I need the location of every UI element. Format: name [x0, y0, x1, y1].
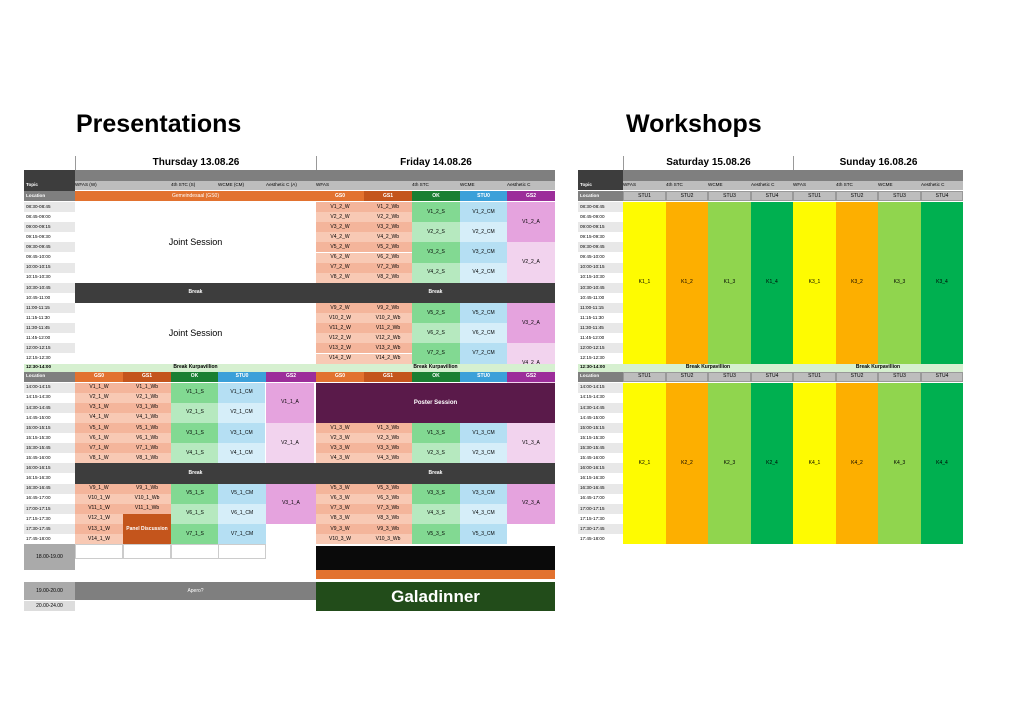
session-cell: V1_3_A: [507, 423, 555, 463]
session-cell: V10_1_Wb: [123, 494, 171, 504]
workshop-block: K2_2: [666, 383, 708, 545]
session-cell: V2_2_Wb: [364, 212, 412, 222]
lunch-time: 12:30-14:00: [24, 364, 75, 372]
time-label: 10:30-10:45: [24, 283, 75, 293]
session-cell: V7_2_Wb: [364, 263, 412, 273]
session-cell: V1_3_CM: [460, 423, 507, 443]
time-label: 17:30-17:45: [24, 524, 75, 534]
session-cell: V4_1_S: [171, 443, 219, 463]
session-cell: V7_3_W: [316, 504, 364, 514]
session-cell: V5_3_S: [412, 524, 460, 544]
session-cell: V2_1_W: [75, 393, 123, 403]
location-label: Location: [578, 191, 623, 201]
session-cell: V6_1_S: [171, 504, 219, 524]
session-cell: V3_3_W: [316, 443, 364, 453]
time-label: 11:15-11:30: [578, 313, 623, 323]
time-label: 14:00-14:15: [578, 383, 623, 393]
session-cell: V5_2_W: [316, 242, 364, 252]
session-cell: V2_3_Wb: [364, 433, 412, 443]
topic-label: Topic: [24, 181, 75, 190]
session-cell: V9_3_W: [316, 524, 364, 534]
session-cell: V5_1_S: [171, 484, 219, 504]
session-cell: V6_2_S: [412, 323, 460, 343]
time-label: 16:30-16:45: [578, 484, 623, 494]
session-cell: V2_1_A: [266, 423, 314, 463]
room-header: GS2: [266, 372, 316, 382]
session-cell: V5_2_Wb: [364, 242, 412, 252]
joint-session: Joint Session: [75, 303, 316, 364]
room-header: GS1: [364, 191, 412, 201]
session-cell: V12_2_Wb: [364, 333, 412, 343]
session-cell: V7_2_W: [316, 263, 364, 273]
session-cell: V10_2_W: [316, 313, 364, 323]
room-header: GS0: [316, 191, 364, 201]
session-cell: V14_1_W: [75, 534, 123, 544]
lunch-band: Break Kurpavillion: [623, 364, 793, 372]
day-header: Thursday 13.08.26: [75, 156, 316, 170]
session-cell: V4_2_CM: [460, 263, 507, 283]
topic-label: Topic: [578, 181, 623, 190]
session-cell: V2_2_W: [316, 212, 364, 222]
lunch-band: Break Kurpavillion: [316, 364, 555, 372]
lunch-band: Break Kurpavillion: [75, 364, 316, 372]
joint-session: Joint Session: [75, 202, 316, 283]
time-label: 11:30-11:45: [24, 323, 75, 333]
room-header: STU3: [708, 191, 751, 201]
time-label: 17:00-17:15: [24, 504, 75, 514]
time-label: 14:45-15:00: [578, 413, 623, 423]
room-header: STU3: [878, 191, 921, 201]
session-cell: V5_3_Wb: [364, 484, 412, 494]
room-header: STU1: [623, 372, 666, 382]
time-label: 12:15-12:30: [578, 354, 623, 364]
time-label: 09:30-09:45: [24, 242, 75, 252]
time-label: 10:45-11:00: [24, 293, 75, 303]
time-label: 12:00-12:15: [578, 343, 623, 353]
workshop-block: K2_1: [623, 383, 666, 545]
lunch-time: 12:30-14:00: [578, 364, 623, 372]
session-cell: V9_2_Wb: [364, 303, 412, 313]
time-label: 17:15-17:30: [578, 514, 623, 524]
topic-label: WCME: [878, 182, 893, 188]
break-band: Break: [316, 283, 555, 303]
workshop-block: K3_3: [878, 202, 921, 364]
session-cell: V5_1_CM: [218, 484, 266, 504]
time-label: 16:15-16:30: [578, 474, 623, 484]
session-cell: V9_1_W: [75, 484, 123, 494]
room-header: OK: [171, 372, 218, 382]
room-header: GS0: [75, 372, 123, 382]
session-cell: V2_1_S: [171, 403, 219, 423]
topic-label: 4th STC: [836, 182, 853, 188]
session-cell: V8_1_W: [75, 453, 123, 463]
session-cell: V5_2_CM: [460, 303, 507, 323]
session-cell: V4_3_W: [316, 453, 364, 463]
time-label: 19.00-20.00: [24, 582, 75, 600]
session-cell: V1_2_A: [507, 202, 555, 242]
topic-label: WCME (CM): [218, 182, 245, 188]
time-label: 15:15-15:30: [578, 433, 623, 443]
session-cell: V2_3_A: [507, 484, 555, 524]
session-cell: V11_2_Wb: [364, 323, 412, 333]
time-label: 17:00-17:15: [578, 504, 623, 514]
time-label: 15:30-15:45: [578, 443, 623, 453]
break-band: Break: [75, 463, 316, 483]
header-band: [623, 170, 963, 181]
session-cell: V3_2_A: [507, 303, 555, 343]
time-label: 16:45-17:00: [24, 494, 75, 504]
session-cell: V1_2_Wb: [364, 202, 412, 212]
room-header: STU4: [751, 372, 793, 382]
time-label: 09:00-09:15: [578, 222, 623, 232]
session-cell: V6_1_Wb: [123, 433, 171, 443]
session-cell: V12_1_W: [75, 514, 123, 524]
session-cell: V8_3_Wb: [364, 514, 412, 524]
time-label: 11:00-11:15: [24, 303, 75, 313]
day-header: Friday 14.08.26: [316, 156, 555, 170]
session-cell: V7_3_Wb: [364, 504, 412, 514]
session-cell: V11_2_W: [316, 323, 364, 333]
topic-label: 4th STC (S): [171, 182, 196, 188]
workshop-block: K4_4: [921, 383, 963, 545]
room-header: STU0: [460, 372, 507, 382]
session-cell: V3_1_W: [75, 403, 123, 413]
session-cell: V9_3_Wb: [364, 524, 412, 534]
session-cell: V2_3_CM: [460, 443, 507, 463]
room-header: GS2: [507, 372, 555, 382]
session-cell: V3_2_CM: [460, 242, 507, 262]
time-label: 15:00-15:15: [578, 423, 623, 433]
room-header: GS2: [507, 191, 555, 201]
time-label: 14:15-14:30: [578, 393, 623, 403]
time-label: 10:00-10:15: [24, 263, 75, 273]
time-label: 15:15-15:30: [24, 433, 75, 443]
topic-label: WFAS (W): [75, 182, 97, 188]
session-cell: V3_3_S: [412, 484, 460, 504]
topic-label: 4th STC: [666, 182, 683, 188]
time-label: 11:15-11:30: [24, 313, 75, 323]
session-cell: V10_3_Wb: [364, 534, 412, 544]
time-label: 16:45-17:00: [578, 494, 623, 504]
session-cell: V6_2_Wb: [364, 253, 412, 263]
room-header: OK: [412, 191, 460, 201]
time-label: 14:30-14:45: [578, 403, 623, 413]
session-cell: V1_3_W: [316, 423, 364, 433]
evening-band: [316, 570, 555, 579]
session-cell: V6_3_W: [316, 494, 364, 504]
session-cell: V1_1_Wb: [123, 383, 171, 393]
break-band: Break: [316, 463, 555, 483]
topic-label: Aesthetic C: [507, 182, 531, 188]
time-label: 15:45-16:00: [578, 453, 623, 463]
room-header: STU0: [218, 372, 266, 382]
session-cell: V1_1_CM: [218, 383, 265, 403]
session-cell: V4_3_S: [412, 504, 460, 524]
room-header: Gemeindesaal (GS0): [75, 191, 316, 201]
time-label: 17:30-17:45: [578, 524, 623, 534]
session-cell: V5_2_S: [412, 303, 460, 323]
topic-label: Aesthetic C: [921, 182, 945, 188]
session-cell: V8_1_Wb: [123, 453, 171, 463]
room-header: STU4: [921, 191, 963, 201]
session-cell: V1_2_S: [412, 202, 460, 222]
topic-label: Aesthetic C (A): [266, 182, 297, 188]
time-label: 09:30-09:45: [578, 242, 623, 252]
session-cell: V2_2_A: [507, 242, 555, 282]
session-cell: V2_2_S: [412, 222, 460, 242]
session-cell: V13_1_W: [75, 524, 123, 534]
session-cell: V7_1_W: [75, 443, 123, 453]
time-label: 14:45-15:00: [24, 413, 75, 423]
room-header: GS0: [316, 372, 364, 382]
room-header: STU1: [793, 191, 836, 201]
time-label: 11:45-12:00: [24, 333, 75, 343]
galadinner: Galadinner: [316, 582, 555, 611]
room-header: STU2: [666, 372, 708, 382]
session-cell: V1_3_Wb: [364, 423, 412, 433]
panel-discussion: Panel Discussion: [123, 514, 171, 544]
time-label: 11:30-11:45: [578, 323, 623, 333]
session-cell: V4_3_Wb: [364, 453, 412, 463]
room-header: STU2: [836, 191, 878, 201]
session-cell: V4_2_Wb: [364, 232, 412, 242]
time-label: 17:15-17:30: [24, 514, 75, 524]
lunch-band: Break Kurpavillion: [793, 364, 963, 372]
session-cell: V1_1_S: [171, 383, 219, 403]
empty-cell: [123, 544, 171, 559]
session-cell: V3_3_Wb: [364, 443, 412, 453]
room-header: STU1: [623, 191, 666, 201]
session-cell: V6_3_Wb: [364, 494, 412, 504]
session-cell: V1_1_W: [75, 383, 123, 393]
workshops-title: Workshops: [626, 110, 762, 138]
room-header: STU4: [921, 372, 963, 382]
time-label: 09:00-09:15: [24, 222, 75, 232]
time-label: 15:30-15:45: [24, 443, 75, 453]
room-header: STU3: [878, 372, 921, 382]
session-cell: V4_1_W: [75, 413, 123, 423]
time-label: 09:15-09:30: [24, 232, 75, 242]
session-cell: V1_2_CM: [460, 202, 507, 222]
topic-label: WCME: [460, 182, 475, 188]
time-label: 15:00-15:15: [24, 423, 75, 433]
time-label: 11:45-12:00: [578, 333, 623, 343]
session-cell: V13_2_W: [316, 343, 364, 353]
room-header: STU4: [751, 191, 793, 201]
session-cell: V2_1_CM: [218, 403, 265, 423]
time-label: 10:00-10:15: [578, 263, 623, 273]
empty-cell: [75, 544, 123, 559]
session-cell: V14_2_Wb: [364, 354, 412, 364]
topic-label: WFAS: [623, 182, 637, 188]
time-label: 17:45-18:00: [24, 534, 75, 544]
empty-cell: [171, 544, 219, 559]
session-cell: V4_1_Wb: [123, 413, 171, 423]
workshop-block: K1_2: [666, 202, 708, 364]
time-label: 14:30-14:45: [24, 403, 75, 413]
session-cell: V1_3_S: [412, 423, 460, 443]
corner-cell: [578, 170, 623, 181]
session-cell: V6_1_W: [75, 433, 123, 443]
workshop-block: K2_3: [708, 383, 751, 545]
session-cell: V3_1_CM: [218, 423, 265, 443]
presentations-title: Presentations: [76, 110, 242, 138]
workshop-block: K1_4: [751, 202, 793, 364]
session-cell: V10_3_W: [316, 534, 364, 544]
session-cell: V7_2_CM: [460, 343, 507, 363]
session-cell: V7_1_S: [171, 524, 219, 544]
topic-label: 4th STC: [412, 182, 429, 188]
session-cell: V2_3_W: [316, 433, 364, 443]
evening-band: [316, 546, 555, 570]
session-cell: V10_2_Wb: [364, 313, 412, 323]
topic-label: WCME: [708, 182, 723, 188]
time-label: 16:15-16:30: [24, 474, 75, 484]
location-label: Location: [24, 372, 75, 382]
room-header: OK: [412, 372, 460, 382]
session-cell: V11_1_W: [75, 504, 123, 514]
workshop-block: K3_1: [793, 202, 836, 364]
time-label: 15:45-16:00: [24, 453, 75, 463]
time-label: 18.00-19.00: [24, 544, 75, 570]
session-cell: V6_2_CM: [460, 323, 507, 343]
time-label: 09:45-10:00: [578, 253, 623, 263]
workshop-block: K3_4: [921, 202, 963, 364]
session-cell: V9_2_W: [316, 303, 364, 313]
session-cell: V6_1_CM: [218, 504, 266, 524]
workshop-block: K1_3: [708, 202, 751, 364]
room-header: GS1: [364, 372, 412, 382]
session-cell: V7_1_CM: [218, 524, 266, 544]
session-cell: V5_1_W: [75, 423, 123, 433]
session-cell: V13_2_Wb: [364, 343, 412, 353]
session-cell: V2_2_CM: [460, 222, 507, 242]
topic-label: WFAS: [316, 182, 330, 188]
session-cell: V3_2_S: [412, 242, 460, 262]
location-label: Location: [578, 372, 623, 382]
room-header: STU3: [708, 372, 751, 382]
time-label: 10:15-10:30: [24, 273, 75, 283]
empty-cell: [218, 544, 266, 559]
session-cell: V3_2_W: [316, 222, 364, 232]
session-cell: V3_1_S: [171, 423, 219, 443]
time-label: 16:00-16:15: [24, 463, 75, 473]
session-cell: V14_2_W: [316, 354, 364, 364]
time-label: 11:00-11:15: [578, 303, 623, 313]
time-label: 10:30-10:45: [578, 283, 623, 293]
session-cell: V6_2_W: [316, 253, 364, 263]
session-cell: V3_1_Wb: [123, 403, 171, 413]
time-label: 09:45-10:00: [24, 253, 75, 263]
time-label: 14:15-14:30: [24, 393, 75, 403]
session-cell: V2_3_S: [412, 443, 460, 463]
session-cell: V3_2_Wb: [364, 222, 412, 232]
session-cell: V12_2_W: [316, 333, 364, 343]
session-cell: V9_1_Wb: [123, 484, 171, 494]
session-cell: V8_3_W: [316, 514, 364, 524]
workshop-block: K4_1: [793, 383, 836, 545]
room-header: GS1: [123, 372, 171, 382]
session-cell: V3_3_CM: [460, 484, 507, 504]
session-cell: V7_1_Wb: [123, 443, 171, 453]
poster-session: Poster Session: [316, 383, 555, 423]
time-label: 09:15-09:30: [578, 232, 623, 242]
time-label: 10:15-10:30: [578, 273, 623, 283]
session-cell: V8_2_W: [316, 273, 364, 283]
day-header: Saturday 15.08.26: [623, 156, 793, 170]
apero-band: Apero?: [75, 582, 316, 600]
session-cell: V2_1_Wb: [123, 393, 171, 403]
room-header: STU2: [836, 372, 878, 382]
workshop-block: K4_3: [878, 383, 921, 545]
session-cell: V8_2_Wb: [364, 273, 412, 283]
break-band: Break: [75, 283, 316, 303]
room-header: STU1: [793, 372, 836, 382]
time-label: 14:00-14:15: [24, 383, 75, 393]
time-label: 08:45-09:00: [24, 212, 75, 222]
workshop-block: K1_1: [623, 202, 666, 364]
session-cell: V5_1_Wb: [123, 423, 171, 433]
room-header: STU2: [666, 191, 708, 201]
workshop-block: K4_2: [836, 383, 878, 545]
time-label: 08:30-08:45: [578, 202, 623, 212]
time-label: 20.00-24.00: [24, 601, 75, 611]
session-cell: V7_2_S: [412, 343, 460, 363]
time-label: 08:45-09:00: [578, 212, 623, 222]
time-label: 08:30-08:45: [24, 202, 75, 212]
time-label: 10:45-11:00: [578, 293, 623, 303]
topic-label: WFAS: [793, 182, 807, 188]
session-cell: V11_1_Wb: [123, 504, 171, 514]
session-cell: V3_1_A: [266, 484, 316, 524]
location-label: Location: [24, 191, 75, 201]
session-cell: V5_3_W: [316, 484, 364, 494]
header-band: [75, 170, 555, 181]
session-cell: V1_2_W: [316, 202, 364, 212]
session-cell: V10_1_W: [75, 494, 123, 504]
session-cell: V4_2_S: [412, 263, 460, 283]
session-cell: V1_1_A: [266, 383, 314, 423]
session-cell: V4_2_W: [316, 232, 364, 242]
workshop-block: K2_4: [751, 383, 793, 545]
time-label: 12:15-12:30: [24, 354, 75, 364]
session-cell: V4_1_CM: [218, 443, 265, 463]
time-label: 12:00-12:15: [24, 343, 75, 353]
session-cell: V5_3_CM: [460, 524, 507, 544]
room-header: STU0: [460, 191, 507, 201]
workshop-block: K3_2: [836, 202, 878, 364]
time-label: 16:30-16:45: [24, 484, 75, 494]
time-label: 17:45-18:00: [578, 534, 623, 544]
session-cell: V4_3_CM: [460, 504, 507, 524]
day-header: Sunday 16.08.26: [793, 156, 963, 170]
topic-label: Aesthetic C: [751, 182, 775, 188]
time-label: 16:00-16:15: [578, 463, 623, 473]
